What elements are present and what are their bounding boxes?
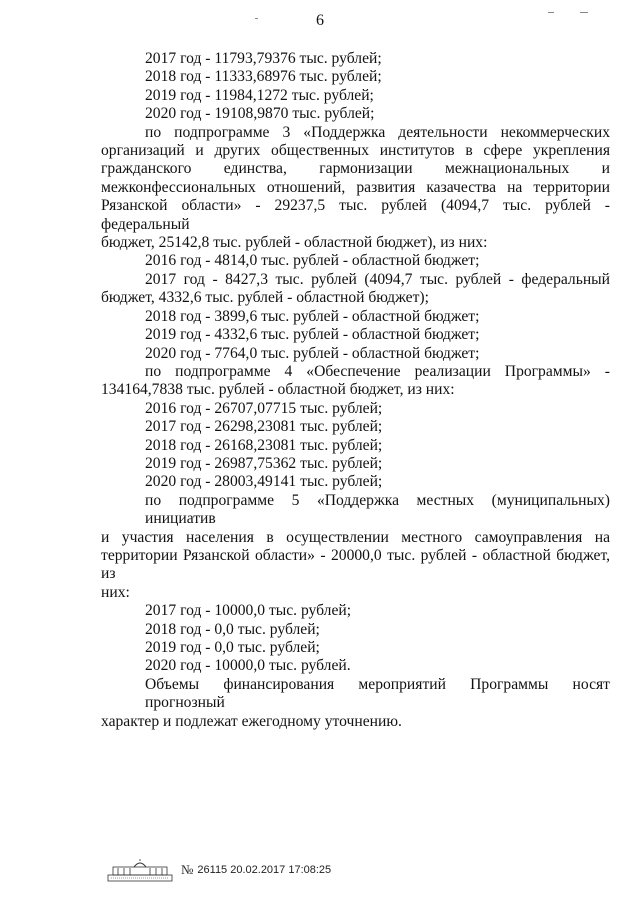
text-line: 2019 год - 4332,6 тыс. рублей - областной бюджет; xyxy=(145,326,480,344)
text-line: 2018 год - 0,0 тыс. рублей; xyxy=(145,620,320,638)
text-line: межконфессиональных отношений, развития казачества на территории xyxy=(101,178,610,196)
registration-footer xyxy=(107,858,331,882)
text-line: 2017 год - 26298,23081 тыс. рублей; xyxy=(145,418,383,436)
text-line: 2018 год - 26168,23081 тыс. рублей; xyxy=(145,436,383,454)
text-line: 2020 год - 10000,0 тыс. рублей. xyxy=(145,657,351,675)
text-line: 2018 год - 3899,6 тыс. рублей - областной бюджет; xyxy=(145,307,480,325)
text-line: по подпрограмме 4 «Обеспечение реализации Программы» - xyxy=(145,362,610,380)
text-line: 2017 год - 10000,0 тыс. рублей; xyxy=(145,602,352,620)
government-building-stamp-icon xyxy=(107,858,173,882)
text-line: по подпрограмме 3 «Поддержка деятельности некоммерческих xyxy=(145,123,610,141)
text-line: по подпрограмме 5 «Поддержка местных (муниципальных) инициатив xyxy=(145,491,610,528)
text-line: 2016 год - 26707,07715 тыс. рублей; xyxy=(145,399,383,417)
text-line: Объемы финансирования мероприятий Программы носят прогнозный xyxy=(145,675,610,712)
text-line: бюджет, 25142,8 тыс. рублей - областной бюджет), из них: xyxy=(101,234,488,252)
text-line: 2017 год - 11793,79376 тыс. рублей; xyxy=(145,50,382,67)
document-body xyxy=(101,50,610,731)
text-line: территории Рязанской области» - 20000,0 тыс. рублей - областной бюджет, из xyxy=(101,546,610,583)
text-line: 2020 год - 19108,9870 тыс. рублей; xyxy=(145,105,375,123)
text-line: 2019 год - 0,0 тыс. рублей; xyxy=(145,639,320,656)
text-line: Рязанской области» - 29237,5 тыс. рублей (4094,7 тыс. рублей - федеральный xyxy=(101,197,610,233)
text-line: 2020 год - 28003,49141 тыс. рублей; xyxy=(145,473,383,491)
number-sign: № xyxy=(181,861,194,877)
text-line: 2016 год - 4814,0 тыс. рублей - областной бюджет; xyxy=(145,252,480,270)
text-line: 2017 год - 8427,3 тыс. рублей (4094,7 тыс. рублей - федеральный xyxy=(145,270,610,288)
registration-stamp-text: 26115 20.02.2017 17:08:25 xyxy=(197,863,332,876)
text-line: бюджет, 4332,6 тыс. рублей - областной бюджет); xyxy=(101,289,429,307)
text-line: них: xyxy=(101,583,130,601)
text-line: 2019 год - 11984,1272 тыс. рублей; xyxy=(145,86,374,104)
text-line: 2020 год - 7764,0 тыс. рублей - областной бюджет; xyxy=(145,344,480,362)
text-line: характер и подлежат ежегодному уточнению. xyxy=(101,712,402,730)
scan-speck xyxy=(548,12,554,13)
text-line: гражданского единства, гармонизации межнациональных и xyxy=(101,160,610,178)
scan-speck xyxy=(255,18,258,19)
text-line: 2018 год - 11333,68976 тыс. рублей; xyxy=(145,68,382,86)
text-line: и участия населения в осуществлении местного самоуправления на xyxy=(101,528,610,546)
page-number: 6 xyxy=(316,12,324,29)
scan-speck xyxy=(580,12,588,13)
text-line: 134164,7838 тыс. рублей - областной бюджет, из них: xyxy=(101,381,455,399)
text-line: 2019 год - 26987,75362 тыс. рублей; xyxy=(145,454,383,472)
text-line: организаций и других общественных институтов в сфере укрепления xyxy=(101,142,610,160)
